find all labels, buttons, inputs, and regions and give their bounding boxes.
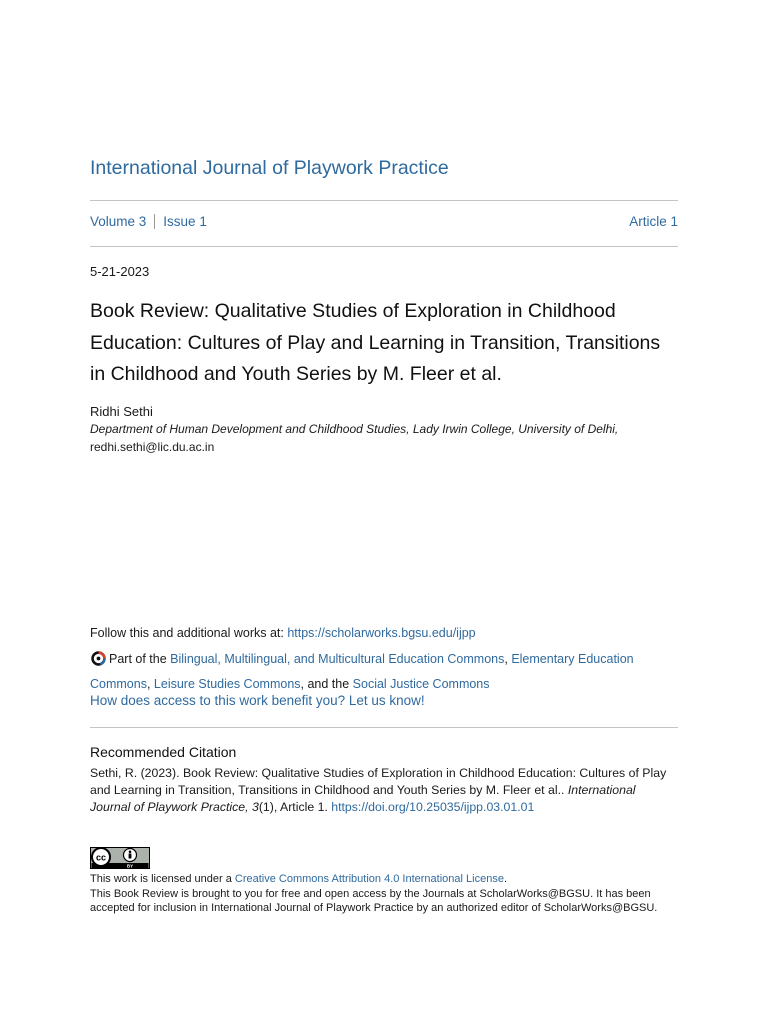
commons-link-elementary[interactable]: Elementary Education Commons bbox=[90, 652, 634, 691]
issue-link[interactable]: Issue 1 bbox=[163, 214, 207, 229]
citation-text bbox=[90, 765, 678, 816]
part-of-commons bbox=[90, 649, 678, 694]
citation-issue: (1), Article 1. bbox=[258, 800, 332, 814]
header-divider-top bbox=[90, 200, 678, 201]
license-prefix: This work is licensed under a bbox=[90, 873, 235, 885]
cc-by-license-icon[interactable] bbox=[90, 847, 150, 874]
part-of-prefix: Part of the bbox=[109, 652, 171, 666]
doi-link[interactable]: https://doi.org/10.25035/ijpp.03.01.01 bbox=[331, 800, 535, 814]
issue-bar bbox=[90, 214, 678, 229]
feedback-link[interactable]: How does access to this work benefit you? Let us know! bbox=[90, 693, 425, 708]
access-statement: This Book Review is brought to you for free and open access by the Journals at ScholarWorks@BGSU. It has been accepted for inclusion in International Journal of Playwork Practice by an authorized editor of ScholarWorks@BGSU. bbox=[90, 887, 658, 914]
commons-separator: , and the bbox=[300, 676, 353, 691]
cc-badge-cc-text: cc bbox=[95, 852, 107, 863]
follow-link[interactable]: https://scholarworks.bgsu.edu/ijpp bbox=[287, 626, 476, 640]
commons-separator: , bbox=[146, 676, 154, 691]
network-commons-icon bbox=[90, 650, 107, 674]
commons-separator: , bbox=[504, 652, 512, 666]
license-link[interactable]: Creative Commons Attribution 4.0 International License bbox=[234, 873, 504, 885]
commons-link-bilingual[interactable]: Bilingual, Multilingual, and Multicultural Education Commons bbox=[170, 652, 505, 666]
follow-prefix: Follow this and additional works at: bbox=[90, 626, 288, 640]
license-suffix: . bbox=[503, 873, 508, 885]
author-affiliation: Department of Human Development and Childhood Studies, Lady Irwin College, University of Delhi, bbox=[90, 422, 619, 436]
volume-issue-separator bbox=[154, 214, 155, 229]
author-email: redhi.sethi@lic.du.ac.in bbox=[90, 440, 215, 454]
citation-body: Sethi, R. (2023). Book Review: Qualitative Studies of Exploration in Childhood Education: Cultures of Play and Learning in Transition, Transitions in Childhood and Youth Series by M. Fleer et al.. bbox=[90, 766, 667, 797]
commons-link-social-justice[interactable]: Social Justice Commons bbox=[352, 676, 490, 691]
citation-heading: Recommended Citation bbox=[90, 744, 237, 760]
citation-divider bbox=[90, 727, 678, 728]
volume-link[interactable]: Volume 3 bbox=[90, 214, 147, 229]
citation-journal: International Journal of Playwork Practice, 3 bbox=[90, 783, 636, 814]
author-name: Ridhi Sethi bbox=[90, 404, 153, 419]
journal-title-link[interactable]: International Journal of Playwork Practice bbox=[90, 157, 449, 179]
publication-date: 5-21-2023 bbox=[90, 264, 150, 279]
article-title: Book Review: Qualitative Studies of Exploration in Childhood Education: Cultures of Play and Learning in Transition, Transitions in Childhood and Youth Series by M. Fleer et al. bbox=[90, 300, 661, 385]
cc-badge-by-text: BY bbox=[126, 863, 134, 869]
license-text bbox=[90, 872, 678, 916]
header-divider-bottom bbox=[90, 246, 678, 247]
article-link[interactable]: Article 1 bbox=[629, 214, 678, 229]
commons-link-leisure[interactable]: Leisure Studies Commons bbox=[153, 676, 301, 691]
follow-line bbox=[90, 626, 476, 640]
